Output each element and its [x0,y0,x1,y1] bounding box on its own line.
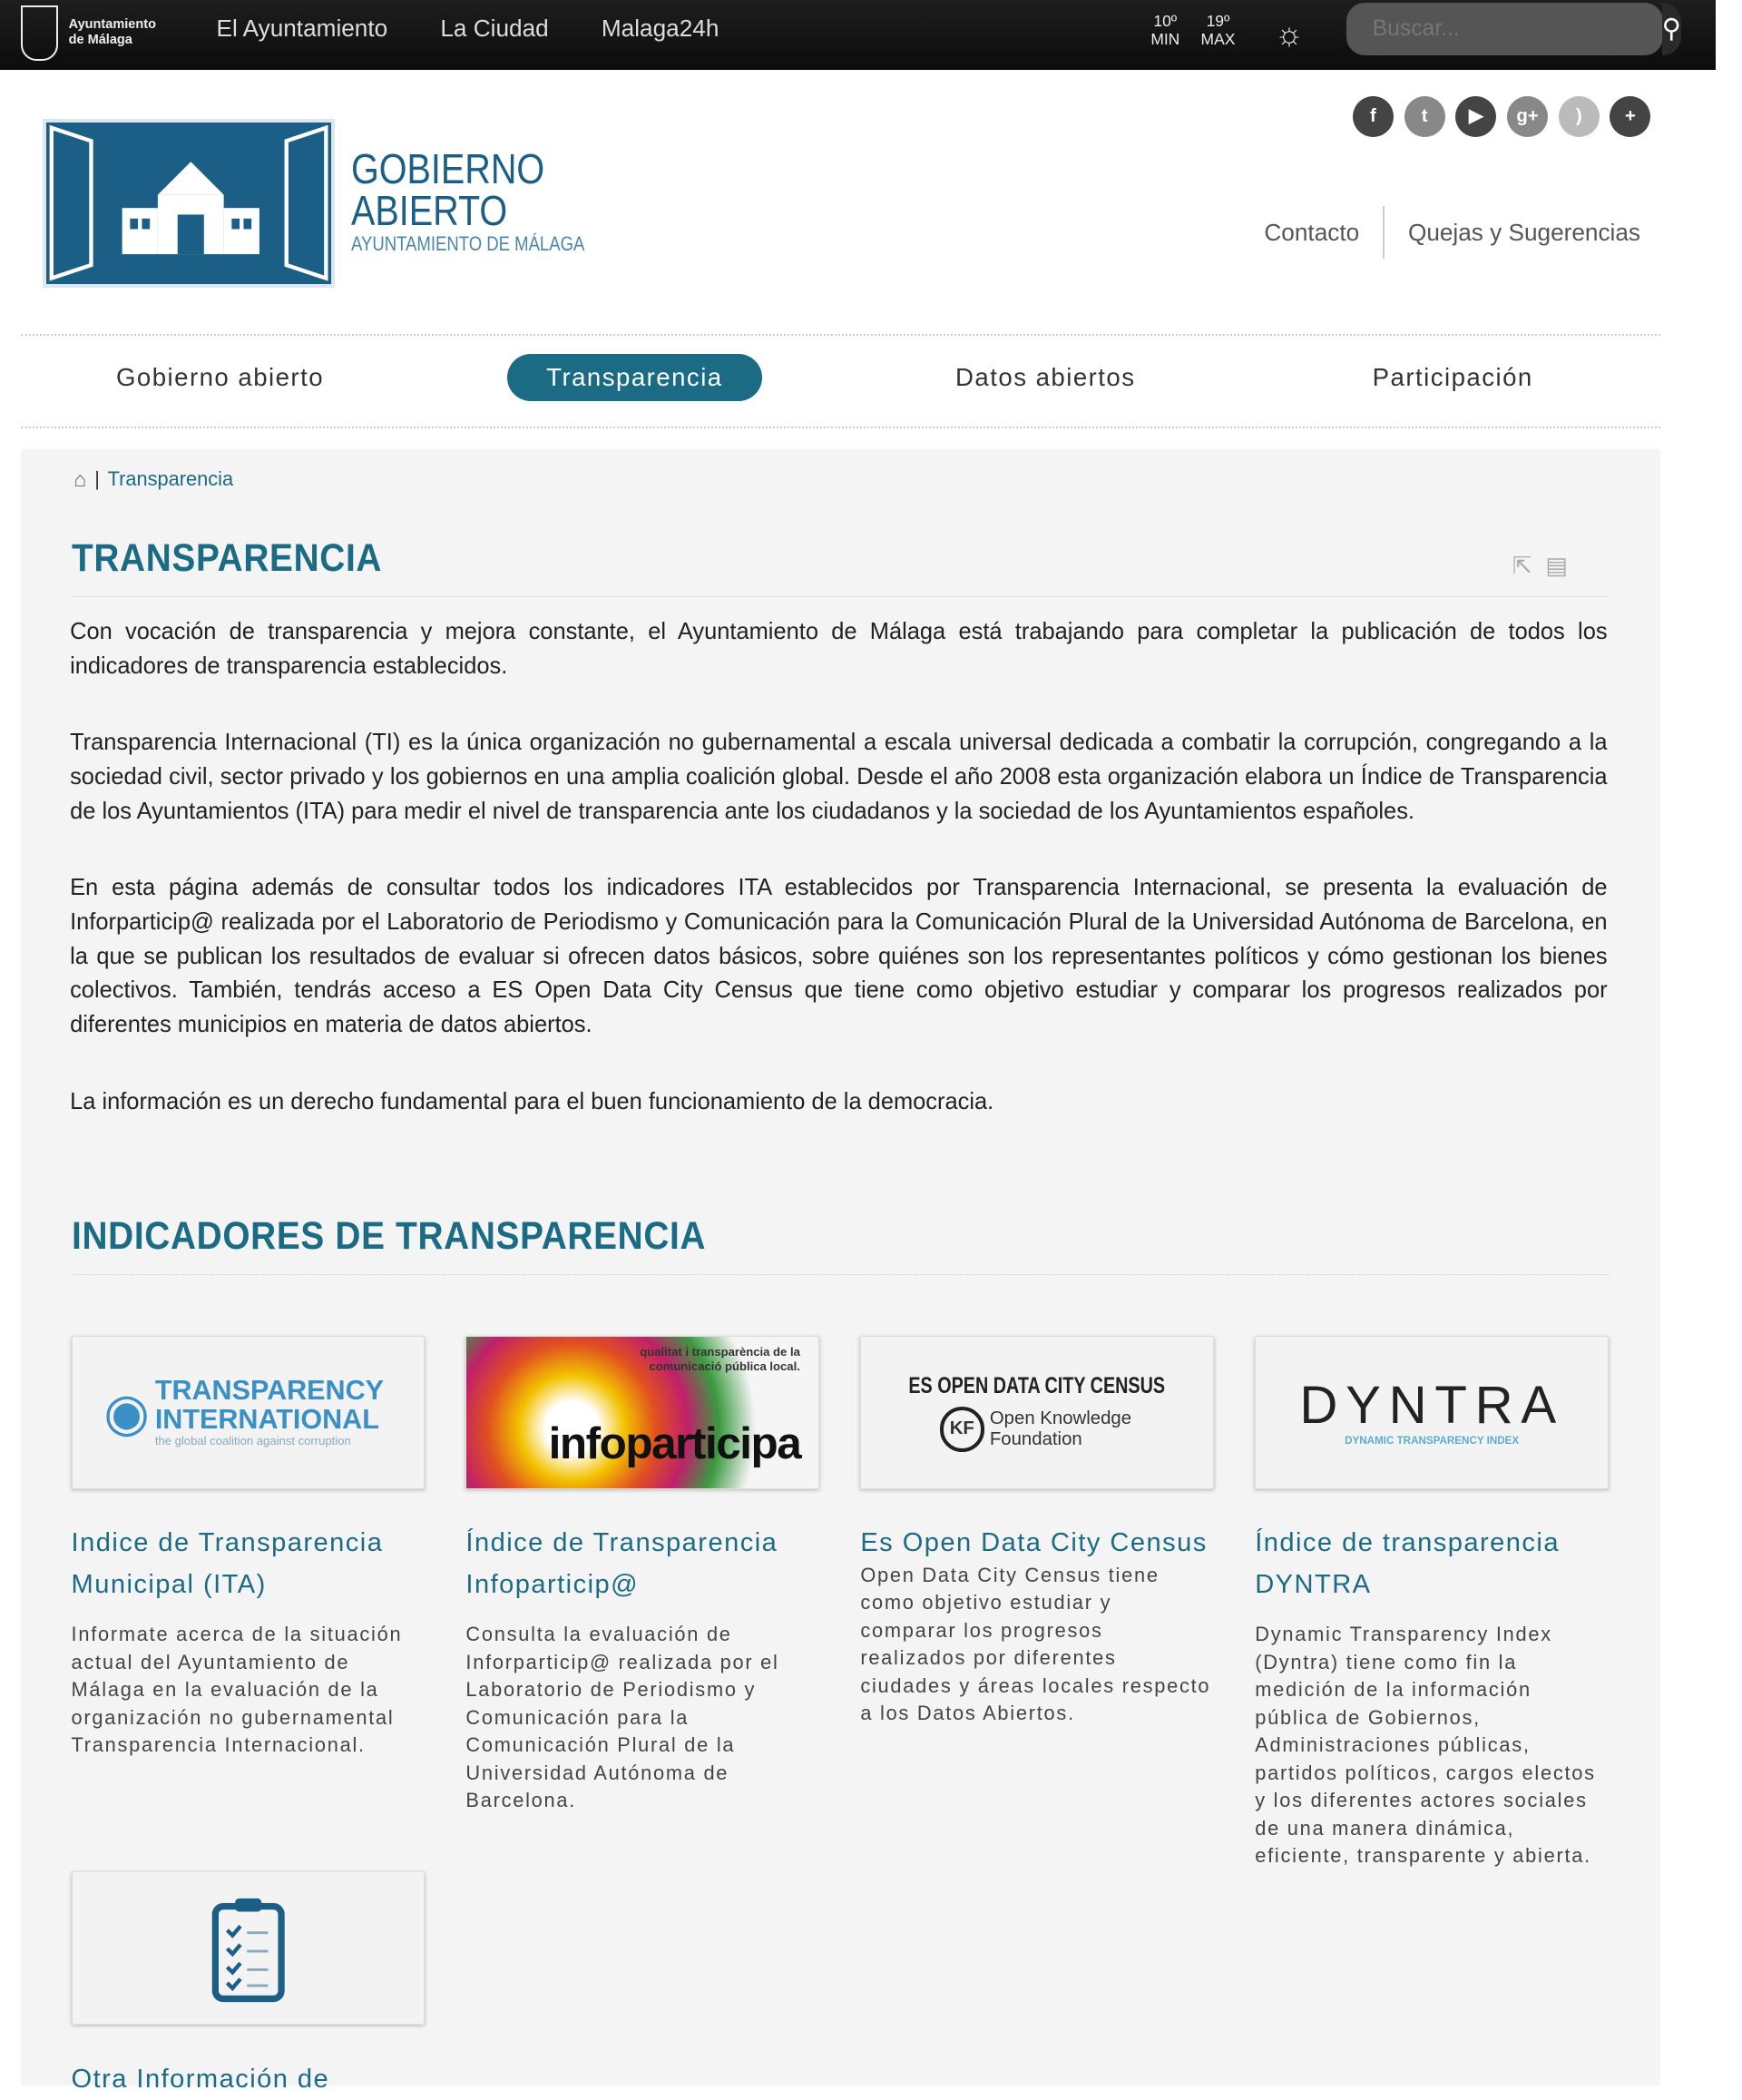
divider [1383,206,1384,259]
dyntra-logo[interactable] [1255,1336,1609,1489]
google-plus-icon[interactable]: g+ [1507,96,1548,137]
logo-sub: the global coalition against corruption [154,1434,351,1448]
crest-icon [21,5,58,61]
paragraph: Transparencia Internacional (TI) es la única organización no gubernamental a escala universal dedicada a combatir la corrupción, congregando a la sociedad civil, sector privado y los gobiernos en una amplia coalición global. Desde el año 2008 esta organización elabora un Índice de Transparencia de los Ayuntamientos (ITA) para medir el nivel de transparencia ante los ciudadanos y la sociedad de los Ayuntamientos españoles. [70,729,1608,824]
card-desc: Consulta la evaluación de Inforparticip@ realizada por el Laboratorio de Periodismo y Comunicación para la Comunicación Plural de la Universidad Autónoma de Barcelona. [465,1623,779,1812]
rss-icon[interactable]: ) [1559,96,1600,137]
card-title[interactable]: Indice de Transparencia Municipal (ITA) [71,1528,384,1599]
top-bar [0,0,1716,70]
logo-text: TRANSPARENCY INTERNATIONAL [154,1375,384,1436]
tab-datos-abiertos[interactable]: Datos abiertos [955,362,1136,391]
tab-transparencia[interactable]: Transparencia [507,354,763,401]
page-title: TRANSPARENCIA [71,535,382,579]
topnav-el-ayuntamiento[interactable]: El Ayuntamiento [216,14,388,42]
divider [72,596,1609,597]
card-title[interactable]: Índice de Transparencia Infoparticip@ [465,1528,778,1599]
logo-sub: DYNAMIC TRANSPARENCY INDEX [1345,1435,1520,1447]
card-open-data-census[interactable] [860,1336,1214,1728]
card-title[interactable]: Es Open Data City Census [860,1528,1208,1558]
card-title[interactable]: Otra Información de [71,2064,330,2094]
search-button[interactable] [1662,3,1681,55]
paragraph: La información es un derecho fundamental para el buen funcionamiento de la democracia. [70,1088,994,1114]
breadcrumb [73,467,233,492]
card-desc: Dynamic Transparency Index (Dyntra) tiene como fin la medición de la información pública de Gobiernos, Administraciones públicas, partidos políticos, cargos electos y los diferentes actores sociales de una manera dinámica, eficiente, transparente y abierta. [1255,1623,1596,1868]
main-nav [21,354,1659,404]
min-label: MIN [1150,30,1180,49]
clipboard-checklist-icon[interactable] [72,1871,426,2025]
facebook-icon[interactable]: f [1353,96,1394,137]
search-box [1346,3,1681,55]
brand-line1: GOBIERNO [350,144,545,192]
plus-icon[interactable]: + [1610,96,1650,137]
infoparticipa-logo[interactable] [465,1336,819,1489]
weather [1150,12,1235,49]
logo-text: ES OPEN DATA CITY CENSUS [908,1373,1166,1398]
brand-sub: AYUNTAMIENTO DE MÁLAGA [350,231,585,255]
card-otra-informacion[interactable] [72,1871,426,2100]
tab-participacion[interactable]: Participación [1372,362,1533,391]
logo-sub: qualitat i transparència de la comunicació pública local. [640,1344,800,1373]
social-links [1353,96,1651,137]
logo-text: DYNTRA [1299,1376,1564,1436]
breadcrumb-current[interactable]: Transparencia [107,467,234,491]
card-infoparticipa[interactable] [465,1336,819,1815]
max-label: MAX [1200,30,1236,49]
section-title: INDICADORES DE TRANSPARENCIA [71,1214,706,1258]
topnav-malaga24h[interactable]: Malaga24h [601,14,719,42]
share-icon[interactable]: ⇱ [1512,551,1532,579]
quejas-link[interactable]: Quejas y Sugerencias [1407,219,1641,247]
okfn-icon: KF [940,1407,984,1451]
youtube-icon[interactable]: ▶ [1455,96,1496,137]
temp-max: 19º [1206,12,1230,31]
transparency-international-logo[interactable] [72,1336,426,1489]
clipboard-icon [211,1896,285,2001]
temp-min: 10º [1153,12,1178,31]
tab-gobierno-abierto[interactable]: Gobierno abierto [115,362,325,391]
search-input[interactable] [1346,3,1662,55]
card-desc: Informate acerca de la situación actual del Ayuntamiento de Málaga en la evaluación de la organización no gubernamental Transparencia Internacional. [71,1623,403,1757]
divider [21,427,1659,428]
contacto-link[interactable]: Contacto [1264,219,1360,247]
logo-text: infoparticipa [548,1418,801,1469]
intro-text [70,615,1607,1162]
sun-icon: ☼ [1275,15,1305,52]
divider [21,334,1659,336]
logo-sub: Open Knowledge Foundation [989,1408,1132,1450]
card-desc: Open Data City Census tiene como objetivo estudiar y comparar los progresos realizados por diferentes ciudades y áreas locales respecto a los Datos Abiertos. [860,1563,1211,1725]
window-frame-icon [46,123,331,283]
divider [72,1274,1609,1275]
home-icon[interactable]: ⌂ [73,466,87,491]
breadcrumb-separator: | [94,467,100,491]
paragraph: En esta página además de consultar todos los indicadores ITA establecidos por Transparencia Internacional, se presenta la evaluación de Inforparticip@ realizada por el Laboratorio de Periodismo y Comunicación para la Comunicación Plural de la Universidad Autónoma de Barcelona, en la que se publican los resultados de evaluar si ofrecen datos básicos, sobre quiénes son los representantes políticos y cómo gestionan los bienes colectivos. También, tendrás acceso a ES Open Data City Census que tiene como objetivo estudiar y comparar los progresos realizados por diferentes municipios en materia de datos abiertos. [70,874,1608,1038]
search-icon: ⚲ [1661,14,1681,44]
brand-line2: ABIERTO [350,187,508,235]
logo-text: Ayuntamiento de Málaga [68,16,156,48]
card-ita[interactable] [72,1336,426,1760]
open-data-census-logo[interactable] [860,1336,1214,1489]
gobierno-abierto-logo[interactable] [43,119,336,288]
main-content [21,449,1659,2094]
globe-person-icon: ◉ [103,1383,150,1443]
card-title[interactable]: Índice de transparencia DYNTRA [1255,1528,1560,1599]
paragraph: Con vocación de transparencia y mejora constante, el Ayuntamiento de Málaga está trabajando para completar la publicación de todos los indicadores de transparencia establecidos. [70,618,1608,679]
card-dyntra[interactable] [1255,1336,1609,1870]
ayuntamiento-logo[interactable] [21,5,174,61]
brand-title [350,144,585,256]
topnav-la-ciudad[interactable]: La Ciudad [440,14,549,42]
twitter-icon[interactable]: t [1404,96,1445,137]
print-icon[interactable]: ▤ [1545,551,1569,579]
